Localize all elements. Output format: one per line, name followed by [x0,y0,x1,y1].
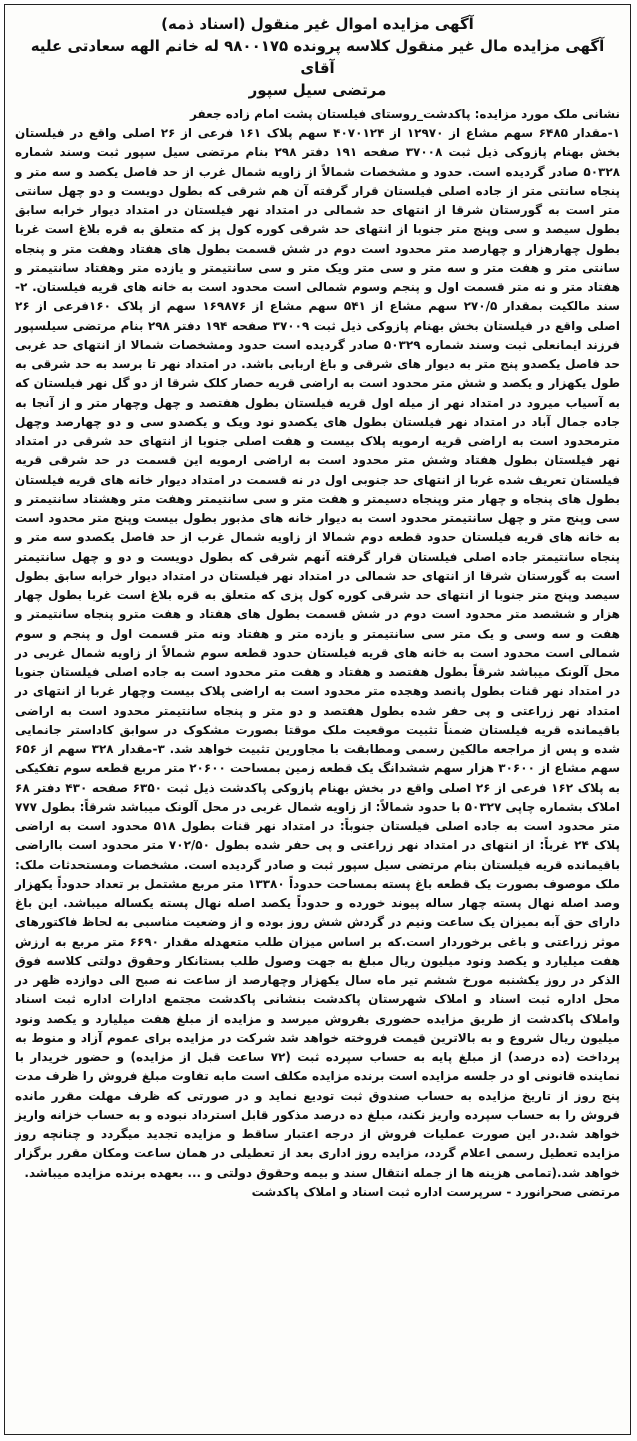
auction-notice [4,4,631,1435]
property-address: نشانی ملک مورد مزایده: پاکدشت_روستای فیلستان پشت امام زاده جعفر [190,107,620,121]
notice-title: آگهی مزایده اموال غیر منقول (اسناد ذمه) [161,15,474,33]
notice-signature: مرتضی صحرانورد - سرپرست اداره ثبت اسناد و املاک پاکدشت [251,1184,620,1199]
notice-body: ۱-مقدار ۶۴۸۵ سهم مشاع از ۱۲۹۷۰ از ۴۰۷۰۱۲۴ سهم پلاک ۱۶۱ فرعی از ۲۶ اصلی واقع در فیلستان بخش بهنام پازوکی ذیل ثبت ۳۷۰۰۸ صفحه ۱۹۱ دفتر ۲۹۸ بنام مرتضی سیل سپور ثبت وسند شماره ۵۰۳۲۸ صادر گردیده است. حدود و مشخصات شمالاً از زاویه شمال غرب از حد فاصل یکصد و سه متر و پنجاه سانتی متر از جاده اصلی فیلستان قرار گرفته آن هم شرقی که بطول دویست و دو چهل سانتی متر است به گورستان شرقا از انتهای حد شمالی در امتداد نهر فیلستان در امتداد دیوار خرابه سابق بطول سیصد و سی وپنج متر جنوبا از انتهای حد شرقی کوره کول پز که متعلق به قره بلاغ است غربا بطول چهارهزار و چهارصد متر محدود است دوم در شش قسمت بطول های هفتاد وهفت متر و پنجاه سانتی متر و هفت متر و سه متر و سی متر ویک متر و سی سانتیمتر و یازده متر وهفتاد سانتیمتر و هفتاد متر و نه متر قسمت اول و پنجم وسوم شمالی است محدود است به خانه های قریه فیلستان. ۲-سند مالکیت بمقدار ۲۷۰/۵ سهم مشاع از ۵۴۱ سهم مشاع از ۱۶۹۸۷۶ سهم از پلاک ۱۶۰فرعی از ۲۶ اصلی واقع در فیلستان بخش بهنام پازوکی ذیل ثبت ۳۷۰۰۹ صفحه ۱۹۴ دفتر ۲۹۸ بنام مرتضی سیلسپور فرزند ایمانعلی ثبت وسند شماره ۵۰۳۲۹ صادر گردیده است حدود ومشخصات شمالا از انتهای حد غربی حد فاصل یکصدو پنج متر به دیوار های شرقی و باغ اربابی باشد. در امتداد نهر تا برسد به حد شرقی به طول یکهزار و یکصد و شش متر محدود است به اراضی قریه حصار کلک شرقا از دو گل نهر فیلستان که به آسیاب میرود در امتداد نهر از میله اول قریه فیلستان بطول هفتصد و چهل وچهار متر و از آنجا به جاده جمال آباد در امتداد نهر فیلستان بطول های یکصدو نود ویک و یکصدو سی و دو چهارصد وچهل مترمحدود است به اراضی قریه ارمویه پلاک بیست و هفت اصلی جنوبا از انتهای حد شرقی در امتداد نهر فیلستان بطول هفتاد وشش متر محدود است به اراضی ارمویه این قسمت در حد شرقی قریه فیلستان تعریف شده غربا از انتهای حد جنوبی اول در نه قسمت در امتداد دیوار خانه های قریه فیلستان بطول های پنجاه و چهار متر وپنجاه دسیمتر و هفت متر و سی سانتیمتر وهفت متر وهشتاد سانتیمتر و سی وپنج متر و چهل سانتیمتر محدود است به دیوار خانه های مذبور بطول بیست وپنج متر محدود است به خانه های قریه فیلستان حدود قطعه دوم شمالا از زاویه شمال غرب از حد فاصل یکصدو سه متر و پنجاه سانتیمتر جاده اصلی فیلستان قرار گرفته آنهم شرقی که بطول دویست و دو و چهل سانتیمتر است به گورستان شرقا از انتهای حد شمالی در امتداد نهر فیلستان در امتداد دیوار خرابه سابق بطول سیصد وپنج متر جنوبا از انتهای حد شرقی کوره کول پزی که متعلق به قره بلاغ است غربا بطول چهار هزار و ششصد متر محدود است دوم در شش قسمت بطول های هفتاد و هفت مترو پنجاه سانتیمتر و هفت و سه وسی و یک متر سی سانتیمتر و یازده متر و هفتاد ونه متر قسمت اول و پنجم و سوم شمالی است محدود است به خانه های قریه فیلستان حدود قطعه سوم شمالاً از زاویه شمال غربی در محل آلونک میباشد شرقاً بطول هفتصد و هفتاد و هفت متر محدود است به جاده اصلی فیلستان جنوبا در امتداد نهر قنات بطول پانصد وهجده متر محدود است به اراضی پلاک بیست وچهار غربا از انتهای در امتداد نهر زراعتی و پی حفر شده بطول هفتصد و دو متر و پنجاه سانتیمتر محدود است به اراضی باقیمانده قریه فیلستان ضمناً تثبیت موقعیت ملک موقتا بصورت مشکوک در سوابق کاداستر جانمایی شده و پس از مراجعه مالکین رسمی ومطابقت با مجاورین تثبیت خواهد شد. ۳-مقدار ۳۲۸ سهم از ۶۵۶ سهم مشاع از ۳۰۶۰۰ هزار سهم ششدانگ یک قطعه زمین بمساحت ۲۰۶۰۰ متر مربع قطعه سوم تفکیکی به پلاک ۱۶۲ فرعی از ۲۶ اصلی واقع در بخش بهنام پازوکی پاکدشت ذیل ثبت ۶۳۵۰ صفحه ۴۳۰ دفتر ۶۸ املاک بشماره چاپی ۵۰۳۲۷ با حدود شمالاً: از زاویه شمال غربی در محل آلونک میباشد شرقاً: بطول ۷۷۷ متر محدود است به جاده اصلی فیلستان جنوباً: در امتداد نهر قنات بطول ۵۱۸ محدود است به اراضی پلاک ۲۴ غرباً: از انتهای در امتداد نهر زراعتی و پی حفر شده بطول ۷۰۲/۵۰ متر محدود است بااراضی باقیمانده قریه فیلستان بنام مرتضی سیل سپور ثبت و صادر گردیده است. مشخصات ومستحدثات ملک: ملک موصوف بصورت یک قطعه باغ پسته بمساحت حدوداً ۱۳۳۸۰ متر مربع مشتمل بر تعداد حدوداً یکهزار وصد اصله نهال پسته چهار ساله پیوند خورده و حدوداً یکصد اصله نهال پسته یکساله میباشد. این باغ دارای حق آبه بمیزان یک ساعت ونیم در گردش شش روز بوده و از وضعیت مناسبی به لحاظ فاکتورهای موثر زراعتی و باغی برخوردار است.که بر اساس میزان طلب متعهدله مقدار ۶۶۹۰ متر مربع به ارزش هفت میلیارد و یکصد ونود میلیون ریال مبلغ به جهت وصول طلب بستانکار وحقوق دولتی کلاسه فوق الذکر در روز یکشنبه مورخ ششم تیر ماه سال یکهزار وچهارصد از ساعت نه صبح الی دوازده ظهر در محل اداره ثبت اسناد و املاک شهرستان پاکدشت بنشانی پاکدشت مجتمع ادارات اداره ثبت اسناد واملاک پاکدشت از طریق مزایده حضوری بفروش میرسد و مزایده از مبلغ هفت میلیارد و یکصد ونود میلیون ریال شروع و به بالاترین قیمت فروخته خواهد شد شرکت در مزایده برای عموم آزاد و منوط به پرداخت (ده درصد) از مبلغ پایه به حساب سپرده ثبت (۷۲ ساعت قبل از مزایده) و حضور خریدار با نماینده قانونی او در جلسه مزایده است برنده مزایده مکلف است مابه تفاوت مبلغ فروش را ظرف مدت پنج روز از تاریخ مزایده به حساب صندوق ثبت تودیع نماید و در صورتی که ظرف مهلت مقرر مانده فروش را به حساب سپرده واریز نکند، مبلغ ده درصد مذکور قابل استرداد نبوده و به حساب خزانه واریز خواهد شد.در این صورت عملیات فروش از درجه اعتبار ساقط و مزایده تجدید میگردد و چنانچه روز مزایده تعطیل رسمی اعلام گردد، مزایده روز اداری بعد از تعطیلی در همان ساعت ومکان مقرر برگزار خواهد شد.(تمامی هزینه ها از جمله انتقال سند و بیمه وحقوق دولتی و ... بعهده برنده مزایده میباشد. [15,126,621,1180]
notice-heading-name: مرتضی سیل سپور [248,81,387,99]
notice-heading: آگهی مزایده مال غیر منقول کلاسه پرونده ۹۸۰۰۱۷۵ له خانم الهه سعادتی علیه آقای [30,37,605,77]
